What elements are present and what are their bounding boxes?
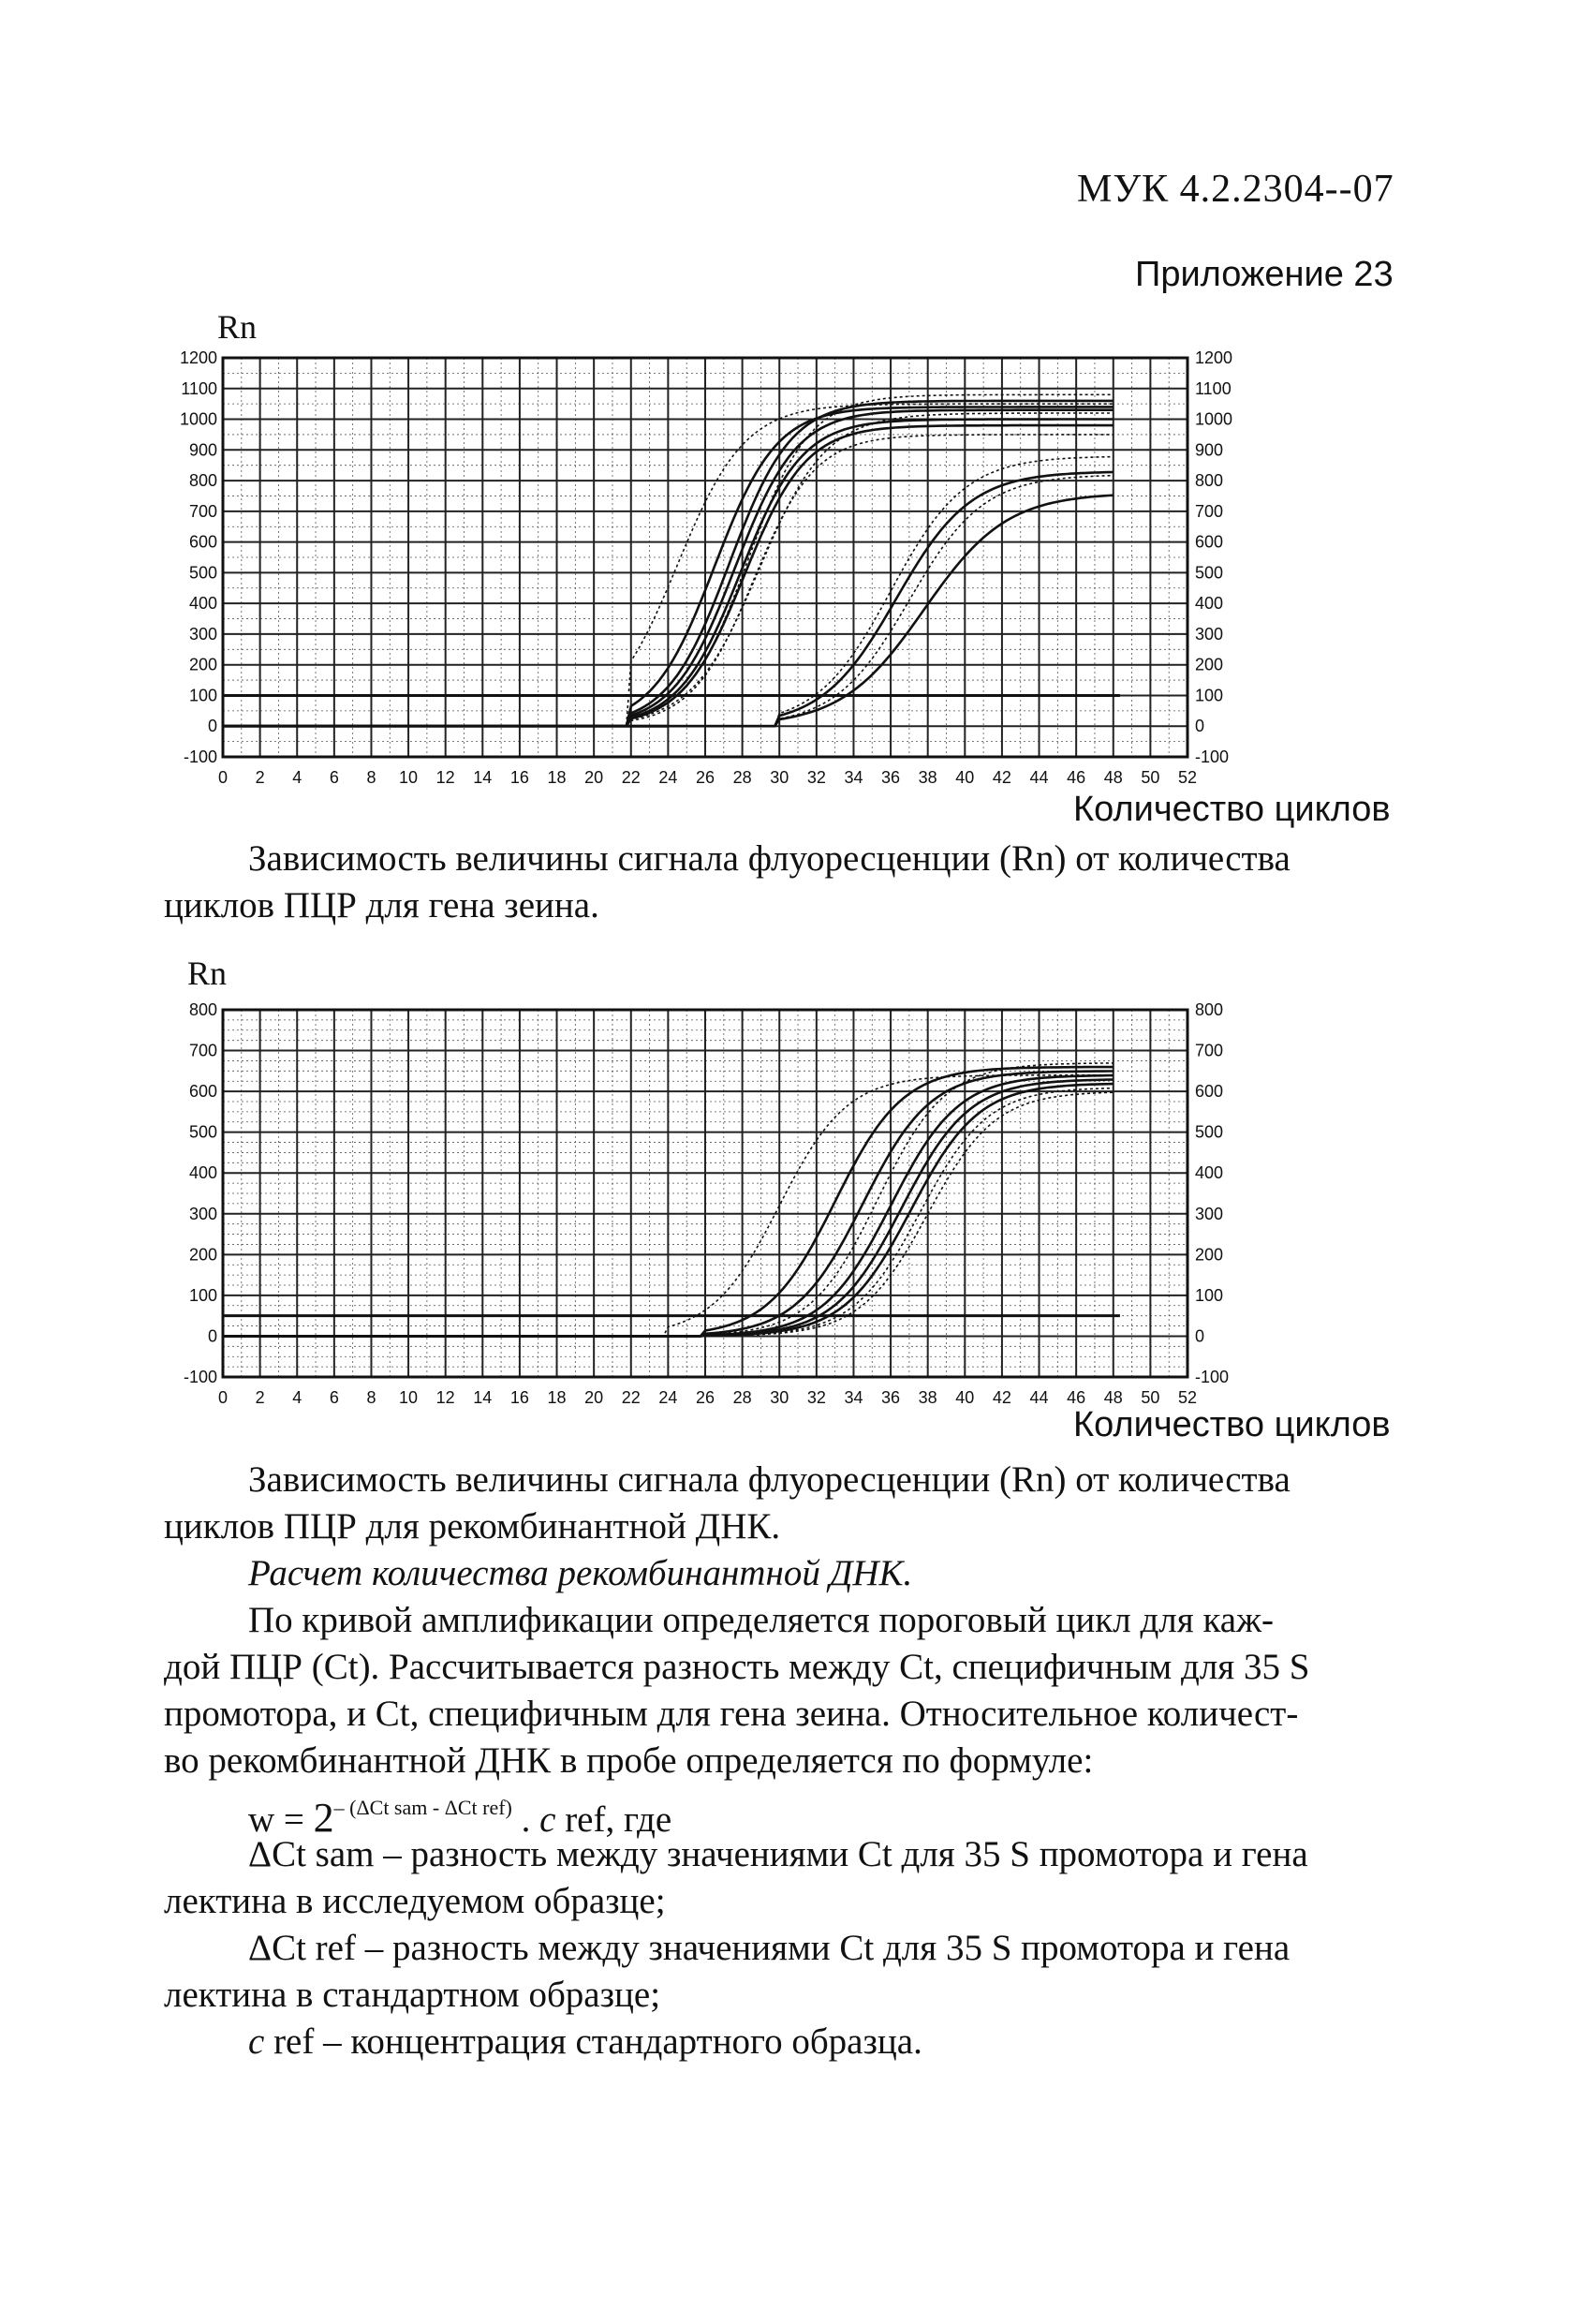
chart1-caption-line1: Зависимость величины сигнала флуоресценции (Rn) от количества <box>248 838 1291 879</box>
y-tick-label-left: 100 <box>188 686 217 705</box>
x-tick-label: 48 <box>1103 1388 1123 1407</box>
y-tick-label-right: 100 <box>1195 686 1224 705</box>
x-tick-label: 44 <box>1029 1388 1049 1407</box>
y-tick-label-right: 1100 <box>1195 378 1232 398</box>
chart2-caption-line2: циклов ПЦР для рекомбинантной ДНК. <box>164 1506 781 1547</box>
x-tick-label: 46 <box>1067 1388 1086 1407</box>
definition-dct-sam-line2: лектина в исследуемом образце; <box>164 1881 666 1921</box>
definition-c-text: ref – концентрация стандартного образца. <box>264 2021 922 2062</box>
x-tick-label: 28 <box>732 1388 752 1407</box>
y-tick-label-right: 700 <box>1195 1041 1224 1060</box>
x-tick-label: 36 <box>881 1388 901 1407</box>
y-tick-label-left: 200 <box>188 1245 217 1265</box>
y-tick-label-left: 500 <box>188 1122 217 1142</box>
x-tick-label: 50 <box>1141 1388 1160 1407</box>
paragraph-line: По кривой амплификации определяется пороговый цикл для каж- <box>248 1600 1275 1640</box>
chart1-y-axis-label: Rn <box>217 308 258 346</box>
section-title: Расчет количества рекомбинантной ДНК. <box>248 1553 913 1593</box>
appendix-label: Приложение 23 <box>1135 255 1394 294</box>
y-tick-label-right: 500 <box>1195 563 1224 583</box>
y-tick-label-left: 300 <box>188 624 217 644</box>
x-tick-label: 10 <box>399 1388 419 1407</box>
paragraph-line: промотора, и Ct, специфичным для гена зеина. Относительное количест- <box>164 1694 1299 1734</box>
x-tick-label: 18 <box>547 1388 567 1407</box>
y-tick-label-right: 600 <box>1195 1082 1224 1102</box>
formula-exponent: – (ΔCt sam - ΔCt ref) <box>333 1796 512 1819</box>
x-tick-label: 30 <box>770 1388 789 1407</box>
x-tick-label: 50 <box>1141 768 1160 787</box>
x-tick-label: 52 <box>1177 1388 1198 1407</box>
y-tick-label-right: -100 <box>1195 748 1230 766</box>
y-tick-label-left: 200 <box>188 655 217 674</box>
y-tick-label-left: 800 <box>188 471 217 491</box>
y-tick-label-left: 0 <box>207 1326 217 1346</box>
x-tick-label: 18 <box>547 768 567 787</box>
y-tick-label-right: 200 <box>1195 1245 1224 1265</box>
y-tick-label-left: 1100 <box>181 378 217 398</box>
y-tick-label-left: 0 <box>207 717 217 736</box>
definition-dct-ref-line1: ΔCt ref – разность между значениями Ct для 35 S промотора и гена <box>248 1928 1291 1968</box>
y-tick-label-right: 200 <box>1195 655 1224 674</box>
x-tick-label: 38 <box>918 1388 937 1407</box>
x-tick-label: 6 <box>329 768 339 787</box>
formula-rest: ref, где <box>555 1799 672 1840</box>
y-tick-label-left: 300 <box>188 1204 217 1223</box>
x-tick-label: 34 <box>844 1388 863 1407</box>
x-tick-label: 24 <box>658 1388 678 1407</box>
y-tick-label-right: 300 <box>1195 1204 1224 1223</box>
x-tick-label: 8 <box>366 1388 376 1407</box>
formula-base: 2 <box>313 1795 334 1841</box>
x-tick-label: 22 <box>621 1388 641 1407</box>
x-tick-label: 30 <box>770 768 789 787</box>
y-tick-label-left: -100 <box>183 748 217 766</box>
y-tick-label-right: 1000 <box>1195 409 1233 429</box>
x-tick-label: 26 <box>695 1388 715 1407</box>
chart1-caption-line2: циклов ПЦР для гена зеина. <box>164 885 599 925</box>
x-tick-label: 32 <box>806 768 826 787</box>
chart1-x-axis-label: Количество циклов <box>1073 790 1391 829</box>
y-tick-label-left: 500 <box>188 563 217 583</box>
y-tick-label-right: 800 <box>1195 1000 1224 1019</box>
y-tick-label-left: 400 <box>188 594 217 614</box>
y-tick-label-left: -100 <box>183 1368 217 1386</box>
y-tick-label-right: 0 <box>1195 717 1205 736</box>
x-tick-label: 28 <box>732 768 752 787</box>
definition-dct-sam-line1: ΔCt sam – разность между значениями Ct для 35 S промотора и гена <box>248 1834 1308 1874</box>
x-tick-label: 38 <box>918 768 937 787</box>
x-tick-label: 2 <box>255 1388 265 1407</box>
x-tick-label: 10 <box>399 768 419 787</box>
x-tick-label: 34 <box>844 768 863 787</box>
x-tick-label: 6 <box>329 1388 339 1407</box>
y-tick-label-left: 100 <box>188 1285 217 1305</box>
x-tick-label: 44 <box>1029 768 1049 787</box>
y-tick-label-right: 400 <box>1195 1163 1224 1183</box>
y-tick-label-right: 700 <box>1195 501 1224 521</box>
x-tick-label: 26 <box>695 768 715 787</box>
x-tick-label: 40 <box>955 1388 975 1407</box>
y-tick-label-right: 900 <box>1195 440 1224 460</box>
x-tick-label: 22 <box>621 768 641 787</box>
x-tick-label: 52 <box>1177 768 1198 787</box>
x-tick-label: 2 <box>255 768 265 787</box>
x-tick-label: 32 <box>806 1388 826 1407</box>
y-tick-label-left: 900 <box>188 440 217 460</box>
y-tick-label-right: 800 <box>1195 471 1224 491</box>
x-tick-label: 48 <box>1103 768 1123 787</box>
x-tick-label: 16 <box>509 1388 529 1407</box>
y-tick-label-right: -100 <box>1195 1368 1230 1386</box>
x-tick-label: 4 <box>292 1388 302 1407</box>
paragraph-line: дой ПЦР (Ct). Рассчитывается разность между Ct, специфичным для 35 S <box>164 1647 1310 1687</box>
y-tick-label-right: 400 <box>1195 594 1224 614</box>
y-tick-label-left: 600 <box>188 1082 217 1102</box>
formula-c: c <box>539 1799 556 1840</box>
x-tick-label: 36 <box>881 768 901 787</box>
y-tick-label-right: 1200 <box>1195 348 1233 367</box>
y-tick-label-left: 700 <box>188 501 217 521</box>
x-tick-label: 42 <box>992 768 1011 787</box>
x-tick-label: 12 <box>435 1388 455 1407</box>
x-tick-label: 14 <box>473 1388 493 1407</box>
x-tick-label: 46 <box>1067 768 1086 787</box>
x-tick-label: 0 <box>217 768 229 787</box>
document-code: МУК 4.2.2304--07 <box>1077 168 1394 211</box>
y-tick-label-right: 300 <box>1195 624 1224 644</box>
x-tick-label: 12 <box>435 768 455 787</box>
chart2-x-axis-label: Количество циклов <box>1073 1405 1391 1444</box>
chart2-y-axis-label: Rn <box>187 955 228 992</box>
x-tick-label: 4 <box>292 768 302 787</box>
paragraph-line: во рекомбинантной ДНК в пробе определяется по формуле: <box>164 1740 1094 1781</box>
y-tick-label-left: 1200 <box>179 348 217 367</box>
y-tick-label-left: 600 <box>188 532 217 552</box>
x-tick-label: 14 <box>473 768 493 787</box>
y-tick-label-right: 100 <box>1195 1285 1224 1305</box>
definition-c-ref <box>248 2019 922 2065</box>
y-tick-label-left: 1000 <box>179 409 217 429</box>
chart2-recombinant-dna-amplification <box>150 1000 1311 1414</box>
x-tick-label: 42 <box>992 1388 1011 1407</box>
x-tick-label: 24 <box>658 768 678 787</box>
formula-lhs: w = <box>248 1799 304 1840</box>
chart2-caption-line1: Зависимость величины сигнала флуоресценции (Rn) от количества <box>248 1459 1291 1500</box>
x-tick-label: 40 <box>955 768 975 787</box>
definition-c-symbol: c <box>248 2021 265 2062</box>
definition-dct-ref-line2: лектина в стандартном образце; <box>164 1975 661 2015</box>
x-tick-label: 16 <box>509 768 529 787</box>
x-tick-label: 20 <box>584 768 604 787</box>
y-tick-label-right: 0 <box>1195 1326 1205 1346</box>
y-tick-label-right: 600 <box>1195 532 1224 552</box>
formula-dot: . <box>521 1799 531 1840</box>
chart1-zein-amplification <box>150 348 1311 800</box>
y-tick-label-left: 400 <box>188 1163 217 1183</box>
y-tick-label-left: 800 <box>188 1000 217 1019</box>
y-tick-label-right: 500 <box>1195 1122 1224 1142</box>
x-tick-label: 8 <box>366 768 376 787</box>
x-tick-label: 0 <box>217 1388 229 1407</box>
x-tick-label: 20 <box>584 1388 604 1407</box>
y-tick-label-left: 700 <box>188 1041 217 1060</box>
